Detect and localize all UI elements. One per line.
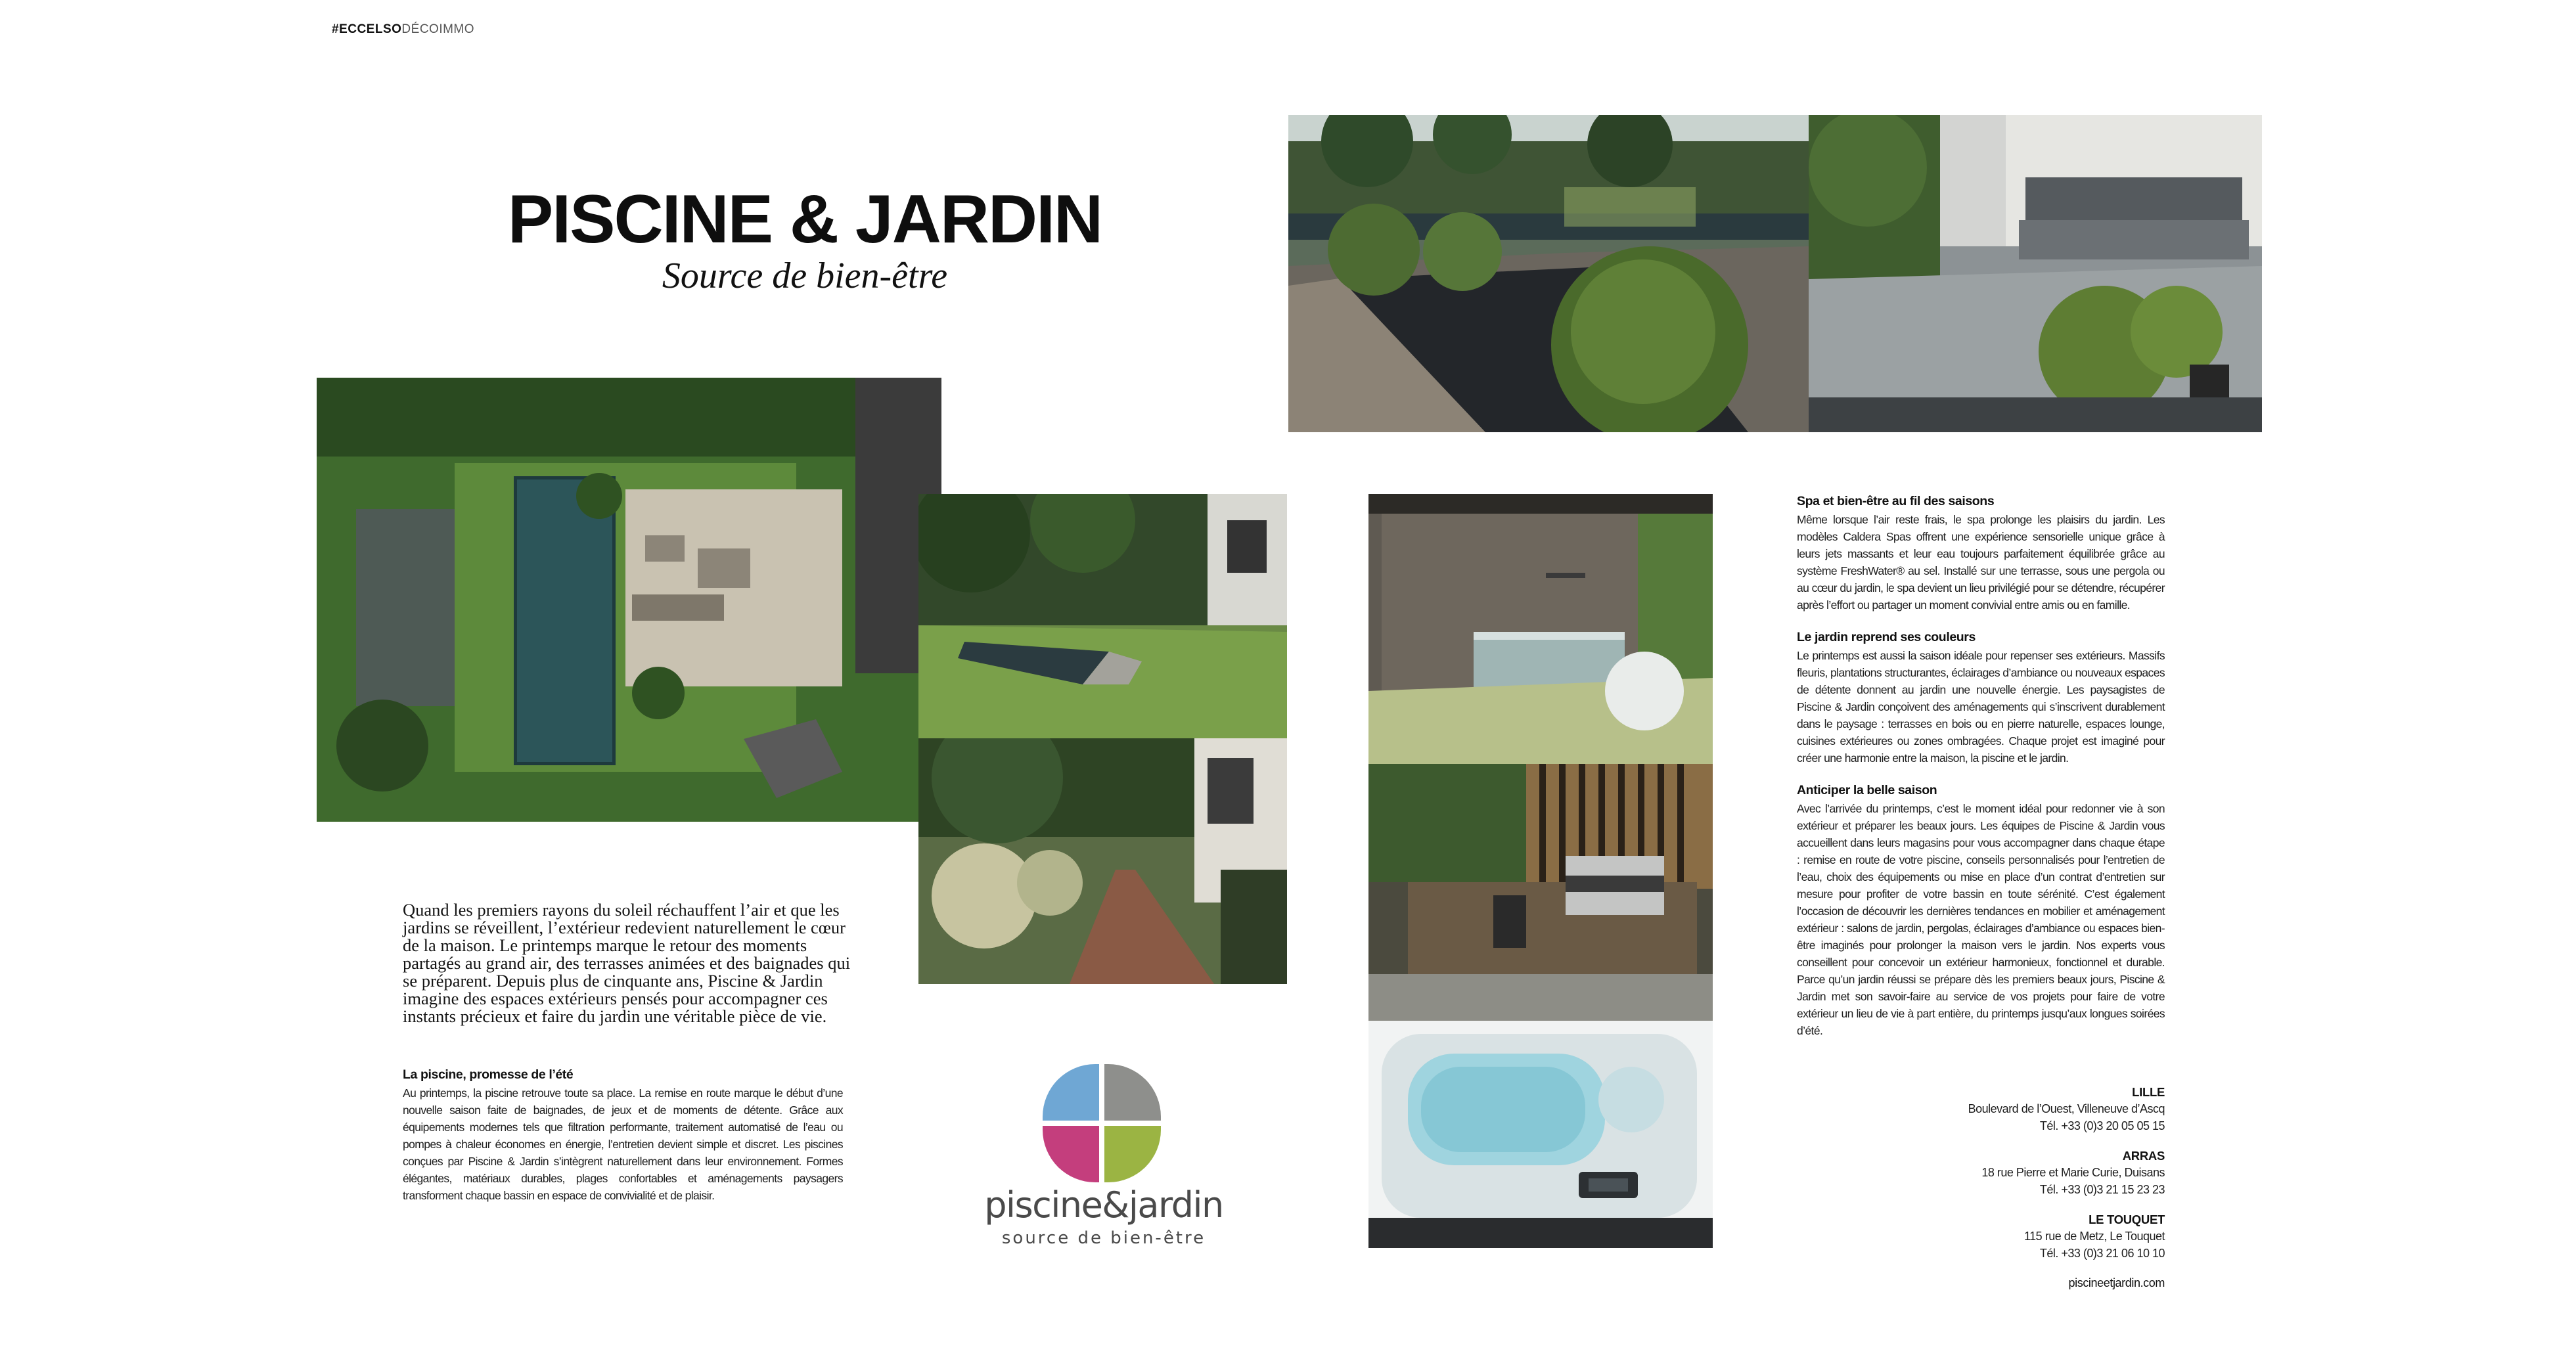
store-phone: Tél. +33 (0)3 21 15 23 23 [2039,1183,2165,1196]
store-address: Boulevard de l’Ouest, Villeneuve d’Ascq [1968,1102,2165,1115]
lounge-terrace-photo [1809,115,2262,432]
store-addresses [1833,1071,2165,1290]
garden-section-title: Le jardin reprend ses couleurs [1797,630,1976,644]
article-subtitle: Source de bien-être [662,256,948,296]
spa-tub-photo [1368,1021,1713,1248]
outdoor-kitchen-photo [1368,494,1713,764]
magazine-header-tag [332,22,474,37]
aerial-pool-photo [317,378,941,822]
logo-tagline: source de bien-être [1001,1228,1206,1248]
season-section [1797,783,2165,1039]
lawn-pool-photo [918,494,1287,738]
store-phone: Tél. +33 (0)3 20 05 05 15 [2039,1119,2165,1132]
article-title: PISCINE & JARDIN [507,181,1102,257]
website-link[interactable]: piscineetjardin.com [2068,1276,2165,1289]
logo-petal-grey [1104,1064,1161,1121]
grill-kitchen-photo [1368,764,1713,1021]
right-text-column [1797,494,2165,1056]
store-address: 18 rue Pierre et Marie Curie, Duisans [1981,1166,2165,1179]
magazine-brand: #ECCELSO [332,22,402,36]
garden-terrace-photo [1288,115,1809,432]
spa-section-body: Même lorsque l’air reste frais, le spa prolonge les plaisirs du jardin. Les modèles Caldera Spas offrent une expérience sensorielle unique grâce à leurs jets massants et leur eau toujours parfaitement équilibrée grâce au système FreshWater® au sel. Installé sur une terrasse, sous une pergola ou au cœur du jardin, le spa devient un lieu privilégié pour se détendre, récupérer après l’effort ou partager un moment convivial entre amis ou en famille. [1797,513,2165,612]
season-section-title: Anticiper la belle saison [1797,783,1937,797]
store-address: 115 rue de Metz, Le Touquet [2024,1230,2165,1243]
spa-section-title: Spa et bien-être au fil des saisons [1797,494,1995,508]
logo-petal-green [1104,1126,1161,1182]
pool-section-body: Au printemps, la piscine retrouve toute sa place. La remise en route marque le début d’une nouvelle saison faite de baignades, de jeux et de moments de détente. Grâce aux équipements modernes tels que filtration performante, traitement automatisé de l’eau ou pompes à chaleur économes en énergie, l’entretien devient simple et discret. Les piscines conçues par Piscine & Jardin s’intègrent naturellement dans leur environnement. Formes élégantes, matériaux durables, plages confortables et aménagements paysagers transforment chaque bassin en espace de convivialité et de plaisir. [403,1086,843,1202]
store-city: ARRAS [2122,1149,2165,1163]
store-city: LILLE [2132,1085,2165,1099]
store-phone: Tél. +33 (0)3 21 06 10 10 [2039,1247,2165,1260]
logo-petal-blue [1043,1064,1099,1121]
logo-wordmark: piscine&jardin [984,1184,1223,1226]
brand-logo [979,1064,1229,1255]
garden-section-body: Le printemps est aussi la saison idéale pour repenser ses extérieurs. Massifs fleuris, plantations structurantes, éclairages d’ambiance ou nouveaux espaces de détente donnent au jardin une nouvelle énergie. Les paysagistes de Piscine & Jardin conçoivent des aménagements qui s’inscrivent durablement dans le paysage : terrasses en bois ou en pierre naturelle, espaces lounge, cuisines extérieures ou zones ombragées. Chaque projet est imaginé pour créer une harmonie entre la maison, la piscine et le jardin. [1797,649,2165,765]
pool-section [403,1067,843,1204]
spa-section [1797,494,2165,614]
garden-section [1797,630,2165,767]
store-city: LE TOUQUET [2089,1213,2165,1226]
season-section-body: Avec l’arrivée du printemps, c’est le moment idéal pour redonner vie à son extérieur et préparer les beaux jours. Les équipes de Piscine & Jardin vous accueillent dans leurs magasins pour vous accompagner dans chaque étape : remise en route de votre piscine, conseils personnalisés pour l’entretien de l’eau, choix des équipements ou mise en place d’un contrat d’entretien sur mesure pour profiter de votre bassin en toute sérénité. C’est également l’occasion de découvrir les dernières tendances en mobilier et aménagement extérieur : salons de jardin, pergolas, éclairages d’ambiance ou espaces bien-être imaginés pour prolonger la maison vers le jardin. Nos experts vous conseillent pour concevoir un extérieur harmonieux, fonctionnel et durable. Parce qu’un jardin réussi se prépare dès les premiers beaux jours, Piscine & Jardin met son savoir-faire au service de vos projets pour faire de votre extérieur un lieu de vie à part entière, du printemps jusqu’aux longues soirées d’été. [1797,802,2165,1037]
intro-paragraph: Quand les premiers rayons du soleil réchauffent l’air et que les jardins se réveillent, l’extérieur redevient naturellement le cœur de la maison. Le printemps marque le retour des moments partagés au grand air, des terrasses animées et des baignades qui se préparent. Depuis plus de cinquante ans, Piscine & Jardin imagine des espaces extérieurs pensés pour accompagner ces instants précieux et faire du jardin une véritable pièce de vie. [403,900,851,1026]
garden-path-photo [918,738,1287,984]
logo-petal-pink [1043,1126,1099,1182]
magazine-section: DÉCOIMMO [401,22,475,36]
pool-section-title: La piscine, promesse de l’été [403,1067,574,1082]
